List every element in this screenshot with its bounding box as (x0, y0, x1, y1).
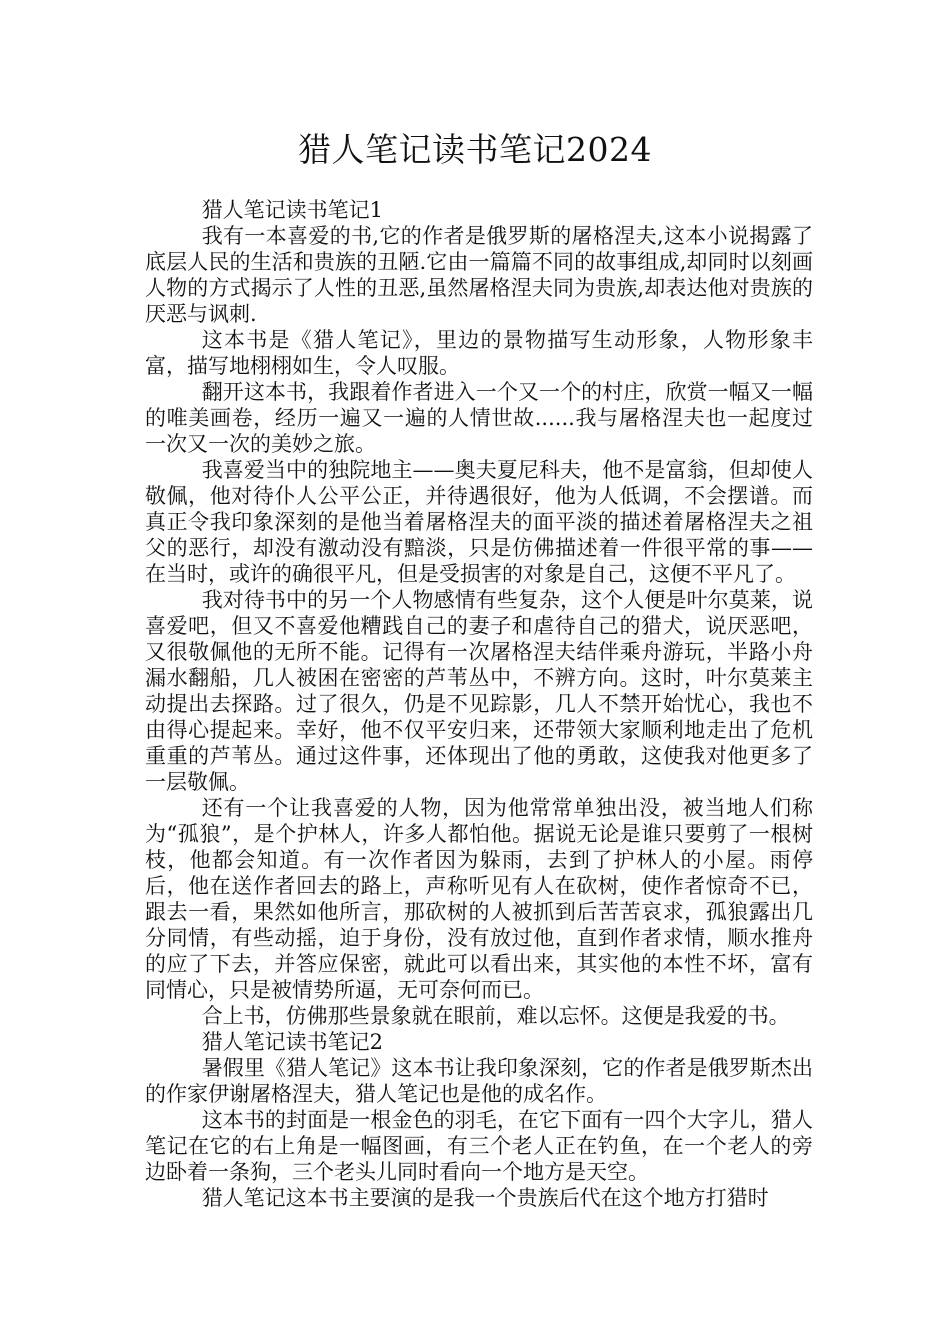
paragraph: 还有一个让我喜爱的人物，因为他常常单独出没，被当地人们称为“孤狼”，是个护林人，许多人都怕他。据说无论是谁只要剪了一根树枝，他都会知道。有一次作者因为躲雨，去到了护林人的小屋。雨停后，他在送作者回去的路上，声称听见有人在砍树，使作者惊奇不已，跟去一看，果然如他所言，那砍树的人被抓到后苦苦哀求，孤狼露出几分同情，有些动摇，迫于身份，没有放过他，直到作者求情，顺水推舟的应了下去，并答应保密，就此可以看出来，其实他的本性不坏，富有同情心，只是被情势所逼，无可奈何而已。 (145, 796, 813, 1002)
paragraph: 这本书是《猎人笔记》，里边的景物描写生动形象，人物形象丰富，描写地栩栩如生，令人叹服。 (145, 328, 813, 378)
paragraph: 暑假里《猎人笔记》这本书让我印象深刻，它的作者是俄罗斯杰出的作家伊谢屠格涅夫，猎人笔记也是他的成名作。 (145, 1056, 813, 1106)
paragraph: 这本书的封面是一根金色的羽毛，在它下面有一四个大字儿，猎人笔记在它的右上角是一幅图画，有三个老人正在钓鱼，在一个老人的旁边卧着一条狗，三个老头儿同时看向一个地方是天空。 (145, 1108, 813, 1184)
paragraph: 我有一本喜爱的书,它的作者是俄罗斯的屠格涅夫,这本小说揭露了底层人民的生活和贵族的丑陋.它由一篇篇不同的故事组成,却同时以刻画人物的方式揭示了人性的丑恶,虽然屠格涅夫同为贵族,却表达他对贵族的厌恶与讽刺. (145, 224, 813, 326)
paragraph: 合上书，仿佛那些景象就在眼前，难以忘怀。这便是我爱的书。 (201, 1004, 790, 1028)
document-body (145, 197, 813, 1211)
paragraph: 我对待书中的另一个人物感情有些复杂，这个人便是叶尔莫莱，说喜爱吧，但又不喜爱他糟践自己的妻子和虐待自己的猎犬，说厌恶吧，又很敬佩他的无所不能。记得有一次屠格涅夫结伴乘舟游玩，半路小舟漏水翻船，几人被困在密密的芦苇丛中，不辨方向。这时，叶尔莫莱主动提出去探路。过了很久，仍是不见踪影，几人不禁开始忧心，我也不由得心提起来。幸好，他不仅平安归来，还带领大家顺利地走出了危机重重的芦苇丛。通过这件事，还体现出了他的勇敢，这使我对他更多了一层敬佩。 (145, 588, 813, 794)
document-title: 猎人笔记读书笔记2024 (298, 130, 652, 169)
section-heading-1: 猎人笔记读书笔记1 (201, 198, 384, 222)
section-heading-2: 猎人笔记读书笔记2 (201, 1030, 384, 1054)
paragraph: 我喜爱当中的独院地主——奥夫夏尼科夫，他不是富翁，但却使人敬佩，他对待仆人公平公正，并待遇很好，他为人低调，不会摆谱。而真正令我印象深刻的是他当着屠格涅夫的面平淡的描述着屠格涅夫之祖父的恶行，却没有激动没有黯淡，只是仿佛描述着一件很平常的事——在当时，或许的确很平凡，但是受损害的对象是自己，这便不平凡了。 (145, 458, 813, 586)
paragraph: 翻开这本书，我跟着作者进入一个又一个的村庄，欣赏一幅又一幅的唯美画卷，经历一遍又一遍的人情世故......我与屠格涅夫也一起度过一次又一次的美妙之旅。 (145, 380, 813, 456)
paragraph: 猎人笔记这本书主要演的是我一个贵族后代在这个地方打猎时 (201, 1186, 769, 1210)
